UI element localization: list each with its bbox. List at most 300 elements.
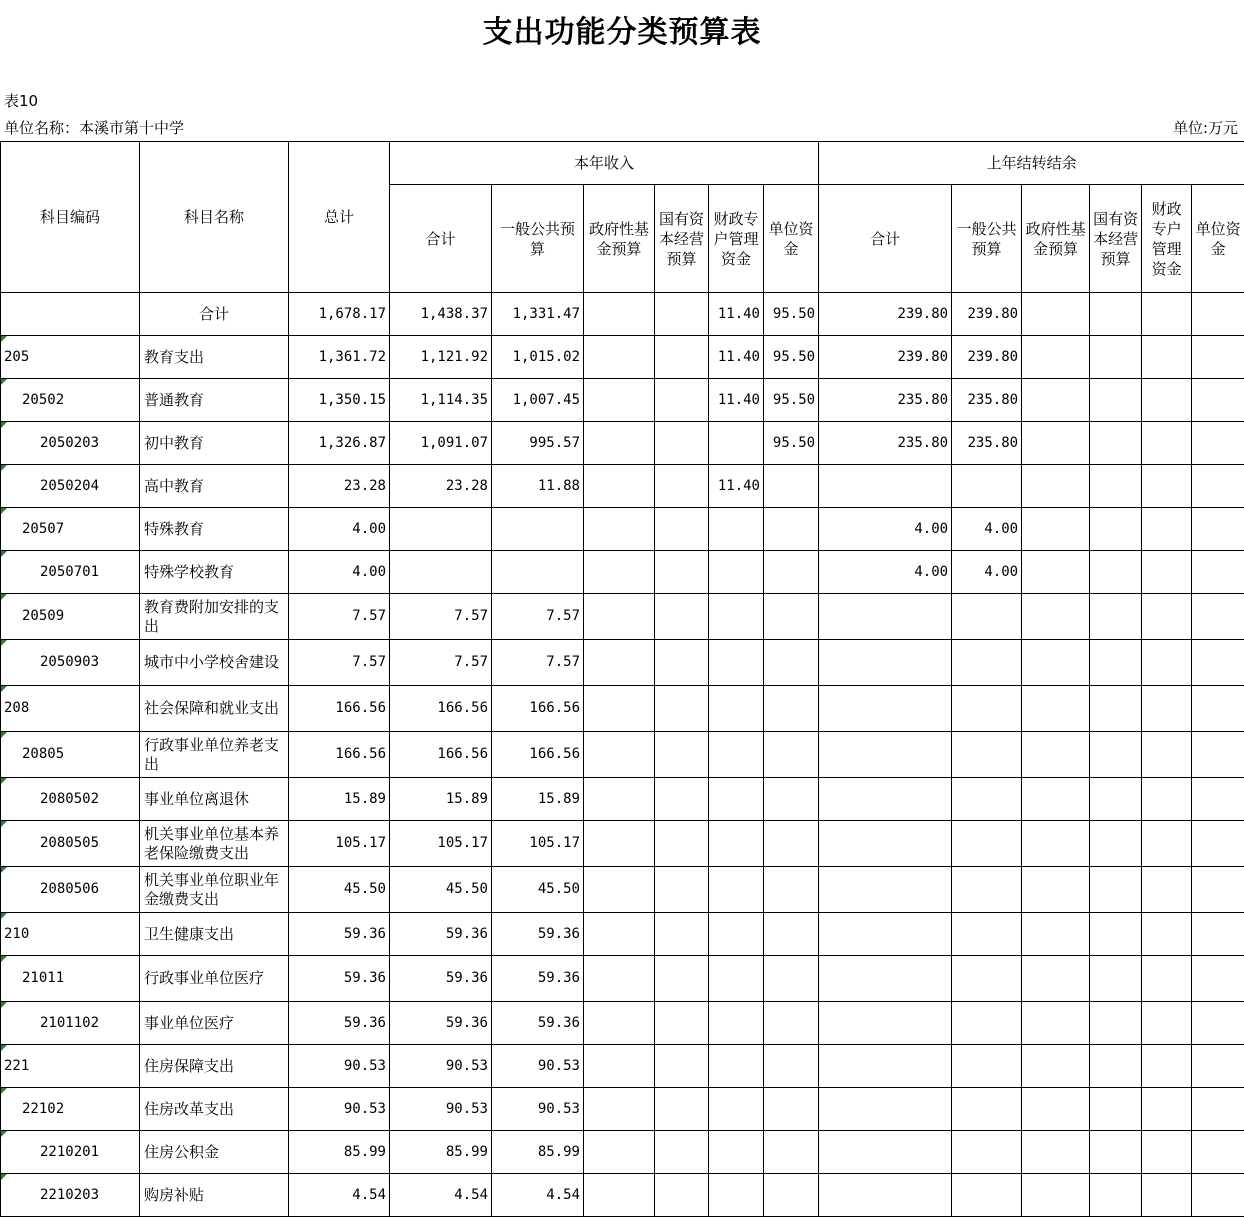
cell-code-text: 210 <box>4 926 29 942</box>
cell-cy-unit-funds: 95.50 <box>764 422 819 465</box>
cell-co-gov-fund <box>1022 821 1090 867</box>
cell-code <box>1 594 140 640</box>
cell-name: 住房公积金 <box>140 1131 289 1174</box>
cell-total: 90.53 <box>289 1088 390 1131</box>
cell-co-fiscal-special <box>1142 956 1192 1002</box>
budget-table <box>0 141 1244 1217</box>
cell-marker-icon <box>1 422 7 428</box>
cell-co-sum <box>819 465 952 508</box>
cell-co-sum <box>819 913 952 956</box>
cell-marker-icon <box>1 913 7 919</box>
header-cy-sum: 合计 <box>390 185 492 293</box>
cell-cy-general: 15.89 <box>492 778 584 821</box>
cell-co-general <box>952 1131 1022 1174</box>
cell-total: 166.56 <box>289 732 390 778</box>
cell-cy-unit-funds <box>764 1045 819 1088</box>
cell-name: 城市中小学校舍建设 <box>140 640 289 686</box>
cell-co-fiscal-special <box>1142 293 1192 336</box>
cell-marker-icon <box>1 732 7 738</box>
cell-code <box>1 1002 140 1045</box>
cell-marker-icon <box>1 379 7 385</box>
cell-cy-general <box>492 508 584 551</box>
cell-cy-general: 7.57 <box>492 640 584 686</box>
table-row <box>1 956 1244 1002</box>
cell-cy-sum: 15.89 <box>390 778 492 821</box>
cell-cy-gov-fund <box>584 293 655 336</box>
header-current-year: 本年收入 <box>390 142 819 185</box>
cell-name: 事业单位离退休 <box>140 778 289 821</box>
cell-cy-unit-funds <box>764 913 819 956</box>
cell-co-general: 4.00 <box>952 508 1022 551</box>
cell-co-unit-funds <box>1192 867 1244 913</box>
cell-total: 45.50 <box>289 867 390 913</box>
cell-co-unit-funds <box>1192 686 1244 732</box>
cell-cy-state-capital <box>655 594 709 640</box>
cell-cy-general: 995.57 <box>492 422 584 465</box>
cell-cy-sum: 7.57 <box>390 640 492 686</box>
cell-co-sum <box>819 956 952 1002</box>
cell-co-state-capital <box>1090 686 1142 732</box>
cell-cy-state-capital <box>655 1131 709 1174</box>
table-row <box>1 640 1244 686</box>
cell-co-gov-fund <box>1022 867 1090 913</box>
table-row <box>1 594 1244 640</box>
cell-code <box>1 956 140 1002</box>
cell-co-fiscal-special <box>1142 422 1192 465</box>
cell-cy-sum: 59.36 <box>390 913 492 956</box>
cell-co-fiscal-special <box>1142 508 1192 551</box>
cell-code-text: 221 <box>4 1058 29 1074</box>
cell-code-text: 2050203 <box>40 435 99 451</box>
cell-cy-fiscal-special <box>709 422 764 465</box>
cell-co-unit-funds <box>1192 1002 1244 1045</box>
cell-cy-fiscal-special <box>709 1088 764 1131</box>
cell-co-general <box>952 913 1022 956</box>
cell-total: 90.53 <box>289 1045 390 1088</box>
cell-cy-gov-fund <box>584 336 655 379</box>
cell-cy-gov-fund <box>584 1174 655 1217</box>
cell-total: 1,361.72 <box>289 336 390 379</box>
cell-cy-sum: 1,121.92 <box>390 336 492 379</box>
cell-co-general: 4.00 <box>952 551 1022 594</box>
cell-co-fiscal-special <box>1142 778 1192 821</box>
cell-cy-general: 1,331.47 <box>492 293 584 336</box>
cell-cy-unit-funds <box>764 594 819 640</box>
cell-cy-general: 1,007.45 <box>492 379 584 422</box>
cell-total: 105.17 <box>289 821 390 867</box>
cell-co-unit-funds <box>1192 778 1244 821</box>
cell-co-fiscal-special <box>1142 465 1192 508</box>
cell-cy-fiscal-special <box>709 1174 764 1217</box>
cell-cy-gov-fund <box>584 551 655 594</box>
cell-cy-general: 45.50 <box>492 867 584 913</box>
cell-co-gov-fund <box>1022 732 1090 778</box>
header-carryover: 上年结转结余 <box>819 142 1244 185</box>
cell-co-state-capital <box>1090 1131 1142 1174</box>
table-row <box>1 379 1244 422</box>
table-row <box>1 1002 1244 1045</box>
cell-cy-state-capital <box>655 1002 709 1045</box>
table-body <box>1 293 1244 1217</box>
cell-co-state-capital <box>1090 956 1142 1002</box>
cell-cy-general: 166.56 <box>492 686 584 732</box>
cell-cy-fiscal-special <box>709 732 764 778</box>
cell-co-unit-funds <box>1192 594 1244 640</box>
cell-code <box>1 293 140 336</box>
cell-co-state-capital <box>1090 465 1142 508</box>
header-co-gov-fund: 政府性基金预算 <box>1022 185 1090 293</box>
cell-cy-fiscal-special <box>709 508 764 551</box>
cell-marker-icon <box>1 956 7 962</box>
cell-co-unit-funds <box>1192 551 1244 594</box>
cell-cy-fiscal-special <box>709 821 764 867</box>
cell-marker-icon <box>1 594 7 600</box>
cell-code-text: 2050701 <box>40 564 99 580</box>
cell-cy-unit-funds <box>764 732 819 778</box>
cell-cy-fiscal-special <box>709 1131 764 1174</box>
cell-co-unit-funds <box>1192 1131 1244 1174</box>
cell-co-state-capital <box>1090 640 1142 686</box>
table-row <box>1 1045 1244 1088</box>
cell-name: 教育支出 <box>140 336 289 379</box>
cell-cy-state-capital <box>655 336 709 379</box>
cell-code <box>1 551 140 594</box>
cell-co-sum <box>819 1131 952 1174</box>
unit-name: 单位名称：本溪市第十中学 <box>4 119 184 137</box>
cell-marker-icon <box>1 1174 7 1180</box>
cell-co-sum: 235.80 <box>819 379 952 422</box>
cell-co-gov-fund <box>1022 508 1090 551</box>
cell-code <box>1 1174 140 1217</box>
cell-code-text: 205 <box>4 349 29 365</box>
cell-cy-state-capital <box>655 379 709 422</box>
table-row <box>1 686 1244 732</box>
cell-co-state-capital <box>1090 913 1142 956</box>
cell-cy-sum: 166.56 <box>390 732 492 778</box>
cell-cy-sum <box>390 551 492 594</box>
cell-cy-gov-fund <box>584 732 655 778</box>
cell-co-gov-fund <box>1022 956 1090 1002</box>
cell-total: 166.56 <box>289 686 390 732</box>
table-row <box>1 508 1244 551</box>
cell-co-unit-funds <box>1192 379 1244 422</box>
cell-co-sum: 235.80 <box>819 422 952 465</box>
cell-cy-sum: 105.17 <box>390 821 492 867</box>
cell-code-text: 2080502 <box>40 791 99 807</box>
cell-total: 4.00 <box>289 508 390 551</box>
cell-cy-sum: 1,091.07 <box>390 422 492 465</box>
cell-co-sum: 4.00 <box>819 508 952 551</box>
cell-co-fiscal-special <box>1142 867 1192 913</box>
cell-cy-gov-fund <box>584 422 655 465</box>
cell-cy-sum: 1,114.35 <box>390 379 492 422</box>
cell-name: 机关事业单位职业年金缴费支出 <box>140 867 289 913</box>
cell-name: 事业单位医疗 <box>140 1002 289 1045</box>
cell-name: 特殊教育 <box>140 508 289 551</box>
table-number: 表10 <box>4 92 38 110</box>
cell-co-sum <box>819 686 952 732</box>
cell-cy-gov-fund <box>584 1045 655 1088</box>
cell-co-sum <box>819 867 952 913</box>
cell-cy-general: 166.56 <box>492 732 584 778</box>
cell-marker-icon <box>1 867 7 873</box>
cell-co-gov-fund <box>1022 551 1090 594</box>
cell-co-state-capital <box>1090 293 1142 336</box>
table-row <box>1 732 1244 778</box>
cell-co-general <box>952 1088 1022 1131</box>
cell-co-gov-fund <box>1022 293 1090 336</box>
cell-co-fiscal-special <box>1142 821 1192 867</box>
header-cy-gov-fund: 政府性基金预算 <box>584 185 655 293</box>
cell-cy-state-capital <box>655 778 709 821</box>
cell-cy-fiscal-special <box>709 913 764 956</box>
cell-code <box>1 508 140 551</box>
cell-co-fiscal-special <box>1142 379 1192 422</box>
cell-cy-sum <box>390 508 492 551</box>
cell-co-general: 239.80 <box>952 336 1022 379</box>
cell-cy-fiscal-special <box>709 1002 764 1045</box>
cell-co-gov-fund <box>1022 1131 1090 1174</box>
cell-co-sum: 239.80 <box>819 293 952 336</box>
cell-co-gov-fund <box>1022 1088 1090 1131</box>
cell-name: 教育费附加安排的支出 <box>140 594 289 640</box>
cell-cy-fiscal-special <box>709 640 764 686</box>
header-cy-fiscal-special: 财政专户管理资金 <box>709 185 764 293</box>
cell-total: 1,326.87 <box>289 422 390 465</box>
cell-co-general <box>952 1045 1022 1088</box>
cell-co-fiscal-special <box>1142 1131 1192 1174</box>
cell-name: 合计 <box>140 293 289 336</box>
cell-cy-unit-funds <box>764 640 819 686</box>
table-row <box>1 336 1244 379</box>
cell-co-fiscal-special <box>1142 640 1192 686</box>
cell-co-unit-funds <box>1192 732 1244 778</box>
cell-cy-unit-funds <box>764 867 819 913</box>
table-row <box>1 1088 1244 1131</box>
cell-cy-gov-fund <box>584 778 655 821</box>
cell-marker-icon <box>1 640 7 646</box>
cell-co-general <box>952 732 1022 778</box>
cell-co-gov-fund <box>1022 465 1090 508</box>
cell-cy-unit-funds <box>764 508 819 551</box>
header-name: 科目名称 <box>140 142 289 293</box>
cell-cy-fiscal-special: 11.40 <box>709 293 764 336</box>
cell-name: 普通教育 <box>140 379 289 422</box>
cell-cy-sum: 4.54 <box>390 1174 492 1217</box>
cell-total: 59.36 <box>289 1002 390 1045</box>
cell-co-fiscal-special <box>1142 686 1192 732</box>
table-row <box>1 821 1244 867</box>
cell-cy-state-capital <box>655 956 709 1002</box>
cell-cy-gov-fund <box>584 1131 655 1174</box>
cell-total: 23.28 <box>289 465 390 508</box>
cell-cy-sum: 7.57 <box>390 594 492 640</box>
cell-cy-fiscal-special <box>709 551 764 594</box>
cell-co-fiscal-special <box>1142 1045 1192 1088</box>
cell-cy-state-capital <box>655 508 709 551</box>
cell-name: 行政事业单位医疗 <box>140 956 289 1002</box>
cell-code-text: 21011 <box>22 970 64 986</box>
cell-total: 4.54 <box>289 1174 390 1217</box>
cell-co-general <box>952 778 1022 821</box>
cell-co-fiscal-special <box>1142 913 1192 956</box>
cell-code-text: 2050204 <box>40 478 99 494</box>
cell-cy-state-capital <box>655 1045 709 1088</box>
cell-cy-fiscal-special <box>709 867 764 913</box>
cell-cy-state-capital <box>655 821 709 867</box>
cell-cy-sum: 1,438.37 <box>390 293 492 336</box>
cell-cy-state-capital <box>655 867 709 913</box>
cell-co-state-capital <box>1090 1174 1142 1217</box>
cell-co-fiscal-special <box>1142 551 1192 594</box>
cell-cy-general: 90.53 <box>492 1045 584 1088</box>
cell-cy-gov-fund <box>584 379 655 422</box>
cell-co-general: 235.80 <box>952 422 1022 465</box>
cell-cy-unit-funds <box>764 551 819 594</box>
cell-co-sum <box>819 594 952 640</box>
cell-co-state-capital <box>1090 867 1142 913</box>
cell-cy-sum: 59.36 <box>390 1002 492 1045</box>
cell-co-fiscal-special <box>1142 1002 1192 1045</box>
cell-cy-gov-fund <box>584 508 655 551</box>
cell-co-state-capital <box>1090 821 1142 867</box>
cell-code <box>1 465 140 508</box>
cell-cy-state-capital <box>655 732 709 778</box>
cell-cy-fiscal-special <box>709 956 764 1002</box>
cell-code-text: 2050903 <box>40 654 99 670</box>
header-co-state-capital: 国有资本经营预算 <box>1090 185 1142 293</box>
cell-code <box>1 1045 140 1088</box>
cell-code <box>1 778 140 821</box>
header-co-general: 一般公共预算 <box>952 185 1022 293</box>
cell-name: 住房改革支出 <box>140 1088 289 1131</box>
cell-cy-fiscal-special <box>709 778 764 821</box>
cell-name: 住房保障支出 <box>140 1045 289 1088</box>
cell-marker-icon <box>1 1045 7 1051</box>
cell-co-general <box>952 867 1022 913</box>
cell-total: 7.57 <box>289 640 390 686</box>
header-cy-unit-funds: 单位资金 <box>764 185 819 293</box>
cell-co-gov-fund <box>1022 778 1090 821</box>
cell-cy-unit-funds <box>764 1131 819 1174</box>
header-co-unit-funds: 单位资金 <box>1192 185 1244 293</box>
cell-cy-fiscal-special <box>709 1045 764 1088</box>
cell-co-state-capital <box>1090 1045 1142 1088</box>
cell-co-unit-funds <box>1192 465 1244 508</box>
cell-cy-unit-funds: 95.50 <box>764 336 819 379</box>
cell-total: 1,678.17 <box>289 293 390 336</box>
cell-cy-unit-funds <box>764 1002 819 1045</box>
cell-marker-icon <box>1 686 7 692</box>
cell-cy-general: 4.54 <box>492 1174 584 1217</box>
cell-co-general <box>952 956 1022 1002</box>
cell-co-state-capital <box>1090 379 1142 422</box>
cell-co-state-capital <box>1090 1002 1142 1045</box>
cell-cy-general <box>492 551 584 594</box>
cell-cy-gov-fund <box>584 867 655 913</box>
cell-cy-fiscal-special: 11.40 <box>709 336 764 379</box>
cell-co-state-capital <box>1090 594 1142 640</box>
cell-cy-sum: 85.99 <box>390 1131 492 1174</box>
cell-cy-fiscal-special: 11.40 <box>709 465 764 508</box>
unit-label: 单位:万元 <box>1173 119 1238 137</box>
cell-co-unit-funds <box>1192 913 1244 956</box>
cell-code <box>1 913 140 956</box>
cell-cy-gov-fund <box>584 594 655 640</box>
cell-marker-icon <box>1 821 7 827</box>
cell-co-sum <box>819 1174 952 1217</box>
cell-co-unit-funds <box>1192 293 1244 336</box>
cell-total: 85.99 <box>289 1131 390 1174</box>
cell-co-state-capital <box>1090 732 1142 778</box>
table-row <box>1 778 1244 821</box>
cell-code-text: 2080505 <box>40 835 99 851</box>
cell-co-gov-fund <box>1022 686 1090 732</box>
table-row <box>1 293 1244 336</box>
cell-cy-fiscal-special <box>709 686 764 732</box>
cell-marker-icon <box>1 1002 7 1008</box>
cell-cy-unit-funds <box>764 956 819 1002</box>
cell-co-gov-fund <box>1022 379 1090 422</box>
cell-code-text: 2101102 <box>40 1015 99 1031</box>
cell-code <box>1 867 140 913</box>
cell-name: 初中教育 <box>140 422 289 465</box>
cell-co-sum: 239.80 <box>819 336 952 379</box>
table-row <box>1 913 1244 956</box>
cell-co-unit-funds <box>1192 1045 1244 1088</box>
cell-co-general <box>952 465 1022 508</box>
cell-code <box>1 336 140 379</box>
cell-cy-state-capital <box>655 686 709 732</box>
cell-co-general <box>952 1002 1022 1045</box>
cell-co-unit-funds <box>1192 422 1244 465</box>
cell-code-text: 20509 <box>22 608 64 624</box>
cell-co-general <box>952 594 1022 640</box>
cell-co-sum <box>819 1088 952 1131</box>
cell-marker-icon <box>1 778 7 784</box>
cell-co-unit-funds <box>1192 336 1244 379</box>
header-total: 总计 <box>289 142 390 293</box>
cell-co-gov-fund <box>1022 1174 1090 1217</box>
cell-cy-sum: 166.56 <box>390 686 492 732</box>
cell-cy-unit-funds: 95.50 <box>764 379 819 422</box>
cell-co-gov-fund <box>1022 422 1090 465</box>
cell-code-text: 20502 <box>22 392 64 408</box>
cell-code-text: 20805 <box>22 746 64 762</box>
header-co-sum: 合计 <box>819 185 952 293</box>
cell-code <box>1 379 140 422</box>
cell-name: 行政事业单位养老支出 <box>140 732 289 778</box>
cell-cy-state-capital <box>655 1174 709 1217</box>
cell-total: 7.57 <box>289 594 390 640</box>
table-row <box>1 422 1244 465</box>
cell-cy-state-capital <box>655 293 709 336</box>
cell-cy-general: 7.57 <box>492 594 584 640</box>
cell-name: 高中教育 <box>140 465 289 508</box>
cell-cy-state-capital <box>655 551 709 594</box>
cell-code-text: 20507 <box>22 521 64 537</box>
cell-code <box>1 686 140 732</box>
cell-co-unit-funds <box>1192 821 1244 867</box>
cell-marker-icon <box>1 1088 7 1094</box>
cell-co-general <box>952 821 1022 867</box>
header-code: 科目编码 <box>1 142 140 293</box>
cell-code <box>1 821 140 867</box>
cell-cy-general: 105.17 <box>492 821 584 867</box>
cell-cy-state-capital <box>655 913 709 956</box>
cell-co-general <box>952 640 1022 686</box>
cell-cy-unit-funds <box>764 778 819 821</box>
